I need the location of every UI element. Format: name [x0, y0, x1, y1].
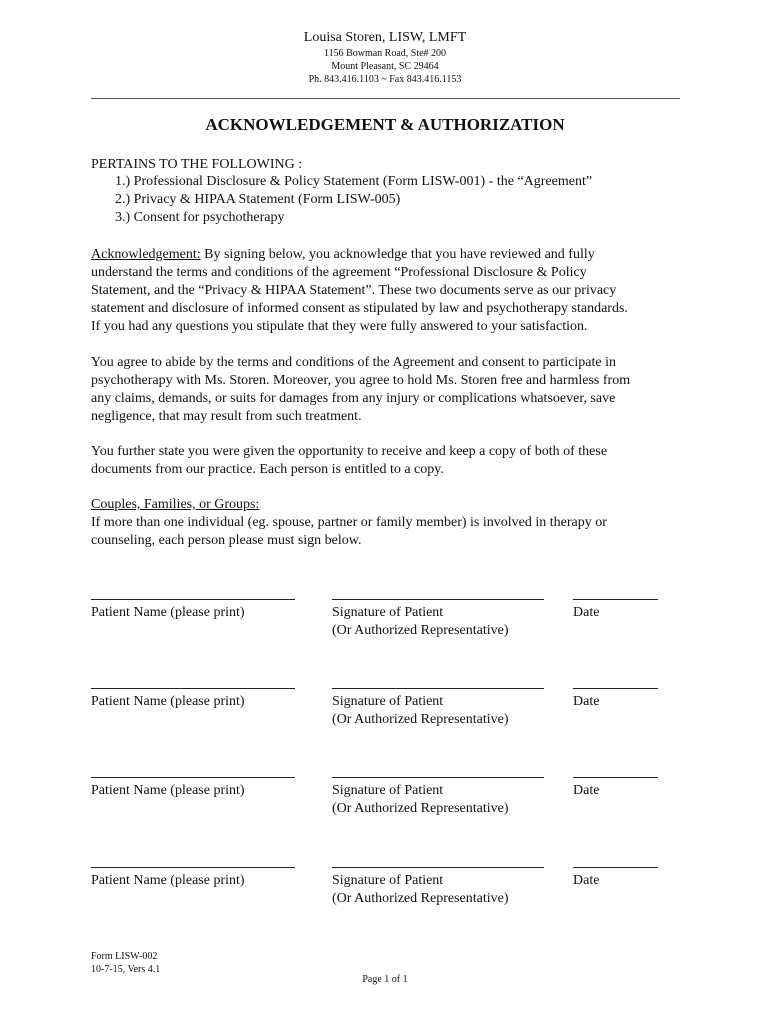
- pertains-item-2: 2.) Privacy & HIPAA Statement (Form LISW-005): [115, 192, 401, 207]
- representative-label: (Or Authorized Representative): [332, 712, 509, 727]
- acknowledgement-line-2: understand the terms and conditions of the agreement “Professional Disclosure & Policy: [91, 265, 587, 280]
- signature-label: Signature of Patient: [332, 783, 444, 798]
- agree-line-3: any claims, demands, or suits for damages from any injury or complications whatsoever, save: [91, 391, 616, 406]
- agree-line-4: negligence, that may result from such treatment.: [91, 409, 362, 424]
- document-title: ACKNOWLEDGEMENT & AUTHORIZATION: [205, 115, 565, 134]
- acknowledgement-label: Acknowledgement:: [91, 247, 201, 262]
- acknowledgement-line-4: statement and disclosure of informed consent as stipulated by law and psychotherapy standards.: [91, 301, 628, 316]
- date-field[interactable]: [573, 777, 658, 778]
- representative-label: (Or Authorized Representative): [332, 801, 509, 816]
- acknowledgement-first-line: [91, 246, 595, 264]
- header-divider: [91, 98, 680, 99]
- representative-label: (Or Authorized Representative): [332, 891, 509, 906]
- page-number: Page 1 of 1: [362, 974, 408, 985]
- pertains-heading: PERTAINS TO THE FOLLOWING :: [91, 157, 303, 172]
- acknowledgement-line-5: If you had any questions you stipulate that they were fully answered to your satisfaction.: [91, 319, 588, 334]
- acknowledgement-line-3: Statement, and the “Privacy & HIPAA Statement”. These two documents serve as our privacy: [91, 283, 617, 298]
- signature-label: Signature of Patient: [332, 605, 444, 620]
- signature-label: Signature of Patient: [332, 694, 444, 709]
- signature-field[interactable]: [332, 777, 544, 778]
- signature-field[interactable]: [332, 599, 544, 600]
- acknowledgement-line-1: By signing below, you acknowledge that you have reviewed and fully: [200, 247, 595, 262]
- couples-line-2: counseling, each person please must sign below.: [91, 533, 362, 548]
- patient-name-label: Patient Name (please print): [91, 694, 245, 709]
- date-label: Date: [573, 783, 600, 798]
- patient-name-field[interactable]: [91, 867, 295, 868]
- practitioner-name: Louisa Storen, LISW, LMFT: [303, 30, 467, 45]
- date-label: Date: [573, 605, 600, 620]
- date-label: Date: [573, 694, 600, 709]
- agree-line-2: psychotherapy with Ms. Storen. Moreover, you agree to hold Ms. Storen free and harmless from: [91, 373, 631, 388]
- form-version: 10-7-15, Vers 4.1: [91, 964, 161, 975]
- pertains-item-3: 3.) Consent for psychotherapy: [115, 210, 285, 225]
- signature-field[interactable]: [332, 688, 544, 689]
- couples-heading: Couples, Families, or Groups:: [91, 497, 260, 512]
- pertains-item-1: 1.) Professional Disclosure & Policy Statement (Form LISW-001) - the “Agreement”: [115, 174, 593, 189]
- copy-line-2: documents from our practice. Each person is entitled to a copy.: [91, 462, 444, 477]
- patient-name-field[interactable]: [91, 688, 295, 689]
- patient-name-label: Patient Name (please print): [91, 605, 245, 620]
- patient-name-label: Patient Name (please print): [91, 783, 245, 798]
- signature-field[interactable]: [332, 867, 544, 868]
- phone-fax: Ph. 843.416.1103 ~ Fax 843.416.1153: [308, 74, 462, 85]
- date-field[interactable]: [573, 688, 658, 689]
- copy-line-1: You further state you were given the opportunity to receive and keep a copy of both of these: [91, 444, 608, 459]
- patient-name-field[interactable]: [91, 599, 295, 600]
- representative-label: (Or Authorized Representative): [332, 623, 509, 638]
- address-line-1: 1156 Bowman Road, Ste# 200: [323, 48, 447, 59]
- form-number: Form LISW-002: [91, 951, 158, 962]
- patient-name-label: Patient Name (please print): [91, 873, 245, 888]
- date-label: Date: [573, 873, 600, 888]
- couples-line-1: If more than one individual (eg. spouse, partner or family member) is involved in therapy or: [91, 515, 607, 530]
- signature-label: Signature of Patient: [332, 873, 444, 888]
- address-line-2: Mount Pleasant, SC 29464: [331, 61, 439, 72]
- date-field[interactable]: [573, 599, 658, 600]
- date-field[interactable]: [573, 867, 658, 868]
- agree-line-1: You agree to abide by the terms and conditions of the Agreement and consent to participate in: [91, 355, 616, 370]
- patient-name-field[interactable]: [91, 777, 295, 778]
